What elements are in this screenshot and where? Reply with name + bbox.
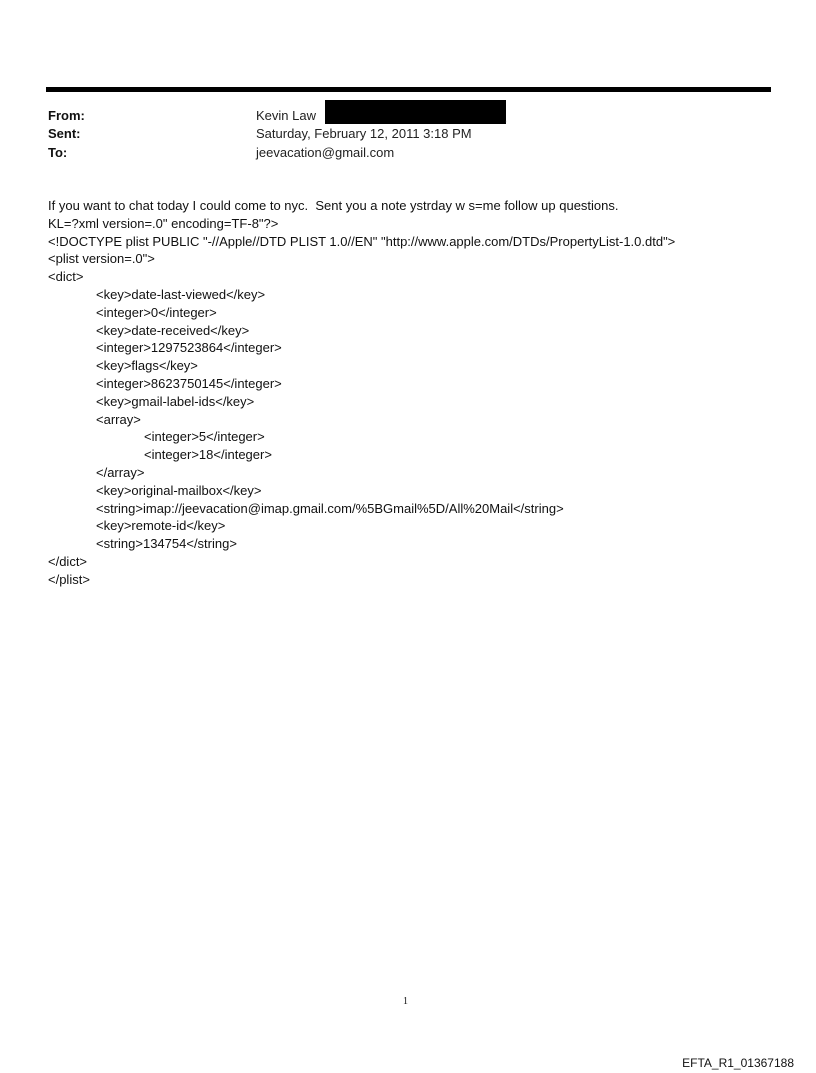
- body-line: <string>134754</string>: [96, 536, 237, 552]
- body-line: KL=?xml version=.0" encoding=TF-8"?>: [48, 215, 279, 231]
- body-line: <integer>18</integer>: [144, 447, 272, 463]
- to-label: To:: [48, 145, 68, 160]
- body-line: <!DOCTYPE plist PUBLIC "-//Apple//DTD PLIST 1.0//EN" "http://www.apple.com/DTDs/PropertyList-1.0.dtd">: [48, 233, 676, 249]
- page-number: 1: [403, 996, 408, 1007]
- sent-label: Sent:: [48, 126, 81, 141]
- body-line: </array>: [96, 464, 145, 480]
- from-value: Kevin Law: [256, 108, 316, 123]
- body-line: <key>remote-id</key>: [96, 518, 226, 534]
- body-line: <key>gmail-label-ids</key>: [96, 393, 255, 409]
- body-line: <integer>8623750145</integer>: [96, 375, 282, 391]
- body-line: <key>date-last-viewed</key>: [96, 286, 266, 302]
- body-line: <array>: [96, 411, 141, 427]
- redaction-edge-mark: ,: [504, 113, 508, 125]
- sent-value: Saturday, February 12, 2011 3:18 PM: [256, 126, 472, 141]
- bates-number: EFTA_R1_01367188: [682, 1056, 794, 1070]
- body-line: </dict>: [48, 553, 88, 569]
- body-line: <string>imap://jeevacation@imap.gmail.com/%5BGmail%5D/All%20Mail</string>: [96, 500, 564, 516]
- from-label: From:: [48, 108, 85, 123]
- header-divider: [46, 87, 771, 92]
- body-line: <key>flags</key>: [96, 358, 198, 374]
- body-line: If you want to chat today I could come to nyc. Sent you a note ystrday w s=me follow up questions.: [48, 198, 619, 213]
- to-value: jeevacation@gmail.com: [256, 145, 395, 160]
- body-line: <plist version=.0">: [48, 251, 155, 267]
- email-body: [48, 197, 788, 589]
- body-line: <integer>1297523864</integer>: [96, 340, 282, 356]
- body-line: <integer>5</integer>: [144, 429, 265, 445]
- body-line: <key>original-mailbox</key>: [96, 482, 262, 498]
- redaction-block: [325, 100, 506, 124]
- body-line: <integer>0</integer>: [96, 304, 217, 320]
- body-line: </plist>: [48, 571, 90, 587]
- body-line: <dict>: [48, 269, 84, 285]
- body-line: <key>date-received</key>: [96, 322, 250, 338]
